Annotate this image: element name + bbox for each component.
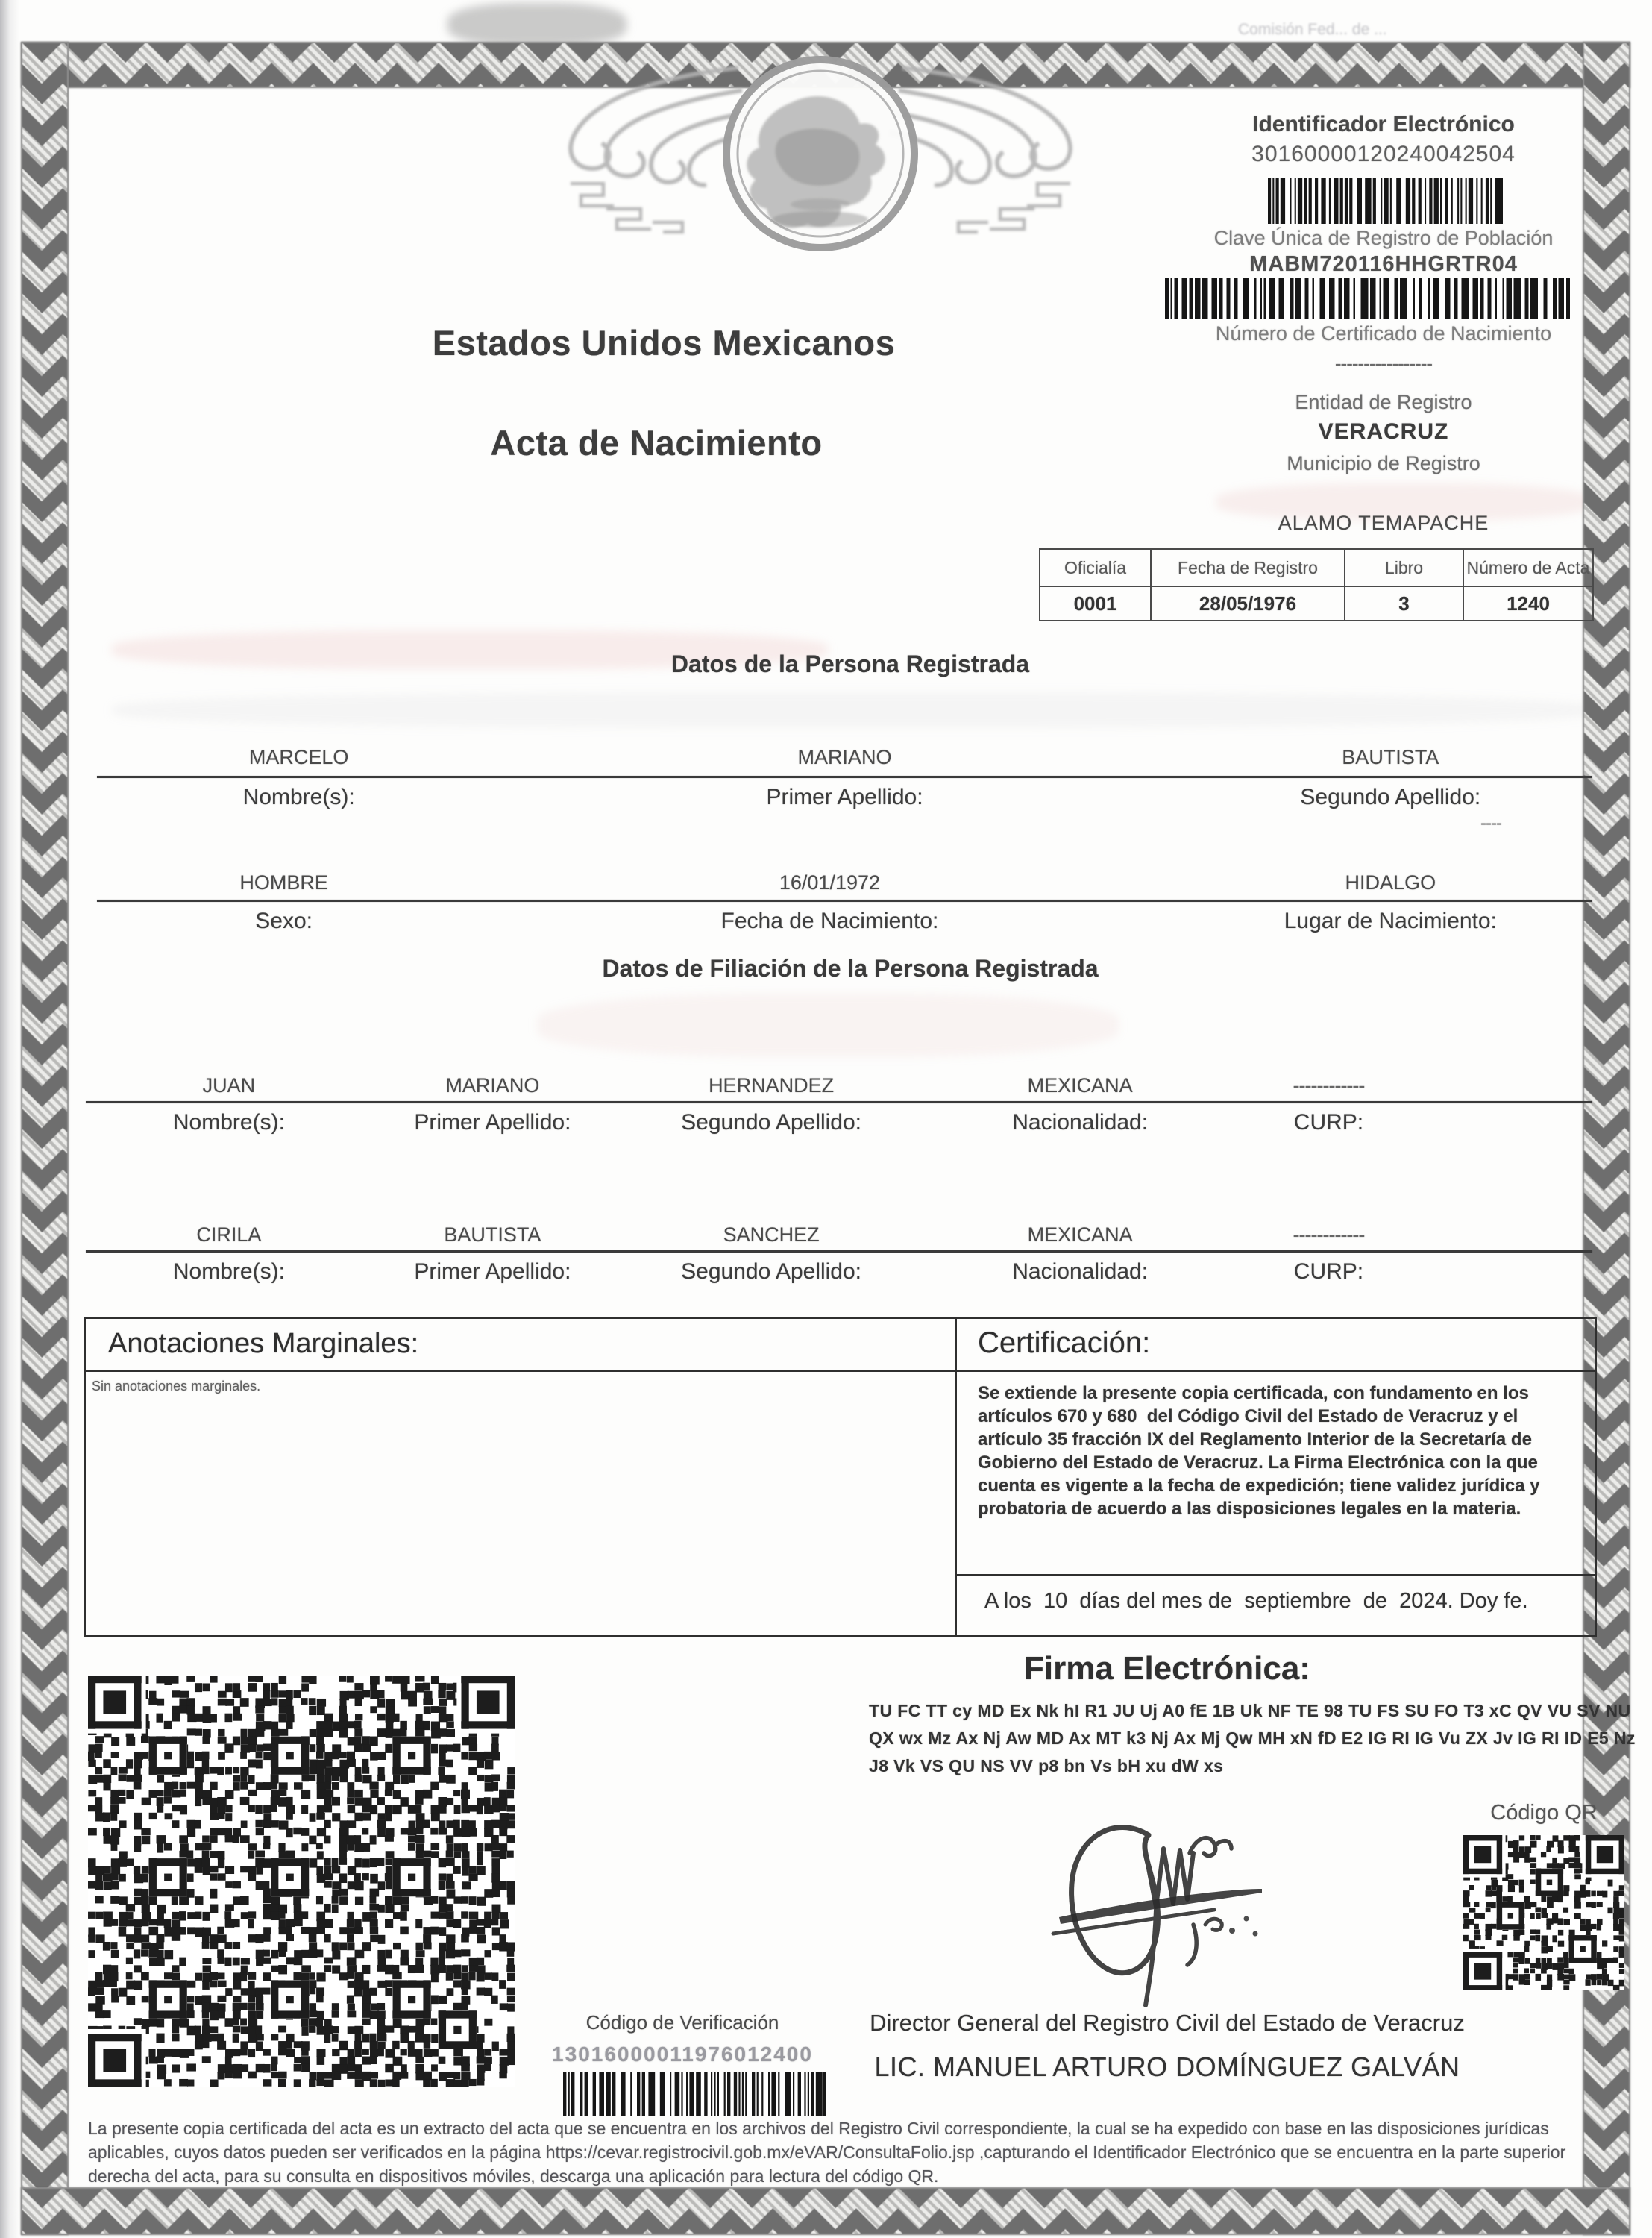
box-vertical-divider [955,1319,957,1635]
label-curp: CURP: [1293,1110,1364,1135]
father-given-name: JUAN [202,1074,256,1097]
birth-certificate-number-value: ----------------- [1334,352,1433,374]
electronic-id-value: 30160000120240042504 [1251,142,1516,166]
father-nationality: MEXICANA [1027,1074,1133,1097]
registry-value-fecha: 28/05/1976 [1151,586,1345,621]
verification-code-label: Código de Verificación [585,2011,779,2034]
label-primer-apellido: Primer Apellido: [766,785,923,809]
qr-code-small [1463,1835,1624,1990]
person-row1-values [97,746,1592,769]
label-primer-apellido: Primer Apellido: [414,1110,571,1135]
registry-col-acta: Número de Acta [1463,549,1593,586]
border-frame-left [21,42,69,2235]
qr-code-large [88,1676,515,2087]
person-birth-place: HIDALGO [1345,871,1436,894]
signature-hash-line-2: QX wx Mz Ax Nj Aw MD Ax MT k3 Nj Ax Mj Qw MH xN fD E2 IG RI IG Vu ZX Jv IG RI ID E5 Nz [869,1728,1636,1748]
father-second-surname: HERNANDEZ [709,1074,835,1097]
person-row2-values [97,871,1592,894]
annotations-header-rule [86,1370,955,1372]
document-title: Acta de Nacimiento [490,423,823,463]
border-frame-bottom [21,2187,1630,2235]
label-fecha-nacimiento: Fecha de Nacimiento: [720,909,939,933]
scan-smudge [537,994,1119,1057]
person-second-surname: BAUTISTA [1342,746,1439,768]
filiation-section-title: Datos de Filiación de la Persona Registrada [602,955,1099,982]
father-labels [86,1110,1592,1135]
scan-left-edge-shadow [0,0,19,2238]
curp-label: Clave Única de Registro de Población [1213,227,1554,249]
label-nacionalidad: Nacionalidad: [1012,1259,1149,1284]
verification-barcode [563,2072,826,2116]
entity-value: VERACRUZ [1318,419,1449,444]
registry-col-oficialia: Oficialía [1040,549,1151,586]
electronic-signature-title: Firma Electrónica: [1024,1650,1310,1687]
father-first-surname: MARIANO [445,1074,540,1097]
person-first-surname: MARIANO [797,746,892,768]
person-section-title: Datos de la Persona Registrada [670,651,1030,677]
official-role: Director General del Registro Civil del Estado de Veracruz [870,2010,1465,2036]
label-curp: CURP: [1293,1259,1364,1284]
curp-barcode [1165,278,1570,319]
country-title: Estados Unidos Mexicanos [432,323,896,363]
annotations-title: Anotaciones Marginales: [108,1328,419,1359]
signature-hash-line-3: J8 Vk VS QU NS VV p8 bn Vs bH xu dW xs [869,1756,1224,1775]
person-sex: HOMBRE [239,871,328,894]
registry-col-libro: Libro [1345,549,1463,586]
mother-labels [86,1259,1592,1285]
certification-body: Se extiende la presente copia certificada, con fundamento en los artículos 670 y 680 del Código Civil del Estado de Veracruz y el artículo 35 fracción IX del Reglamento Interior de la Secretaría de Gobierno del Estado de Veracruz. La Firma Electrónica con la que cuenta es vigente a la fecha de expedición; tiene validez jurídica y probatoria de acuerdo a las disposiciones legales en la materia. [978,1383,1545,1519]
registry-value-libro: 3 [1345,586,1463,621]
rule [86,1250,1592,1253]
person-given-name: MARCELO [248,746,349,768]
certification-title: Certificación: [978,1326,1151,1359]
label-nombres: Nombre(s): [242,785,355,809]
national-emblem [518,49,1122,273]
person-row2-labels [97,909,1592,934]
scan-faint-header-text: Comisión Fed... de ... [1238,21,1387,38]
director-signature [1037,1805,1290,2018]
registry-value-acta: 1240 [1463,586,1593,621]
father-values [86,1074,1592,1097]
electronic-id-barcode [1268,178,1503,224]
spacer [1427,1074,1592,1097]
mother-values [86,1223,1592,1247]
municipality-value: ALAMO TEMAPACHE [1278,512,1489,534]
label-sexo: Sexo: [255,909,313,933]
spacer [1427,1110,1592,1135]
annotations-certification-box [84,1317,1597,1637]
footer-line-2: aplicables, cuyos datos pueden ser verificados en la página https://cevar.registrocivil.gob.mx/eVAR/ConsultaFolio.jsp ,capturando el Identificador Electrónico que se encuentra en la parte superior [88,2143,1566,2162]
rule [97,900,1592,902]
mother-second-surname: SANCHEZ [723,1223,820,1246]
registry-col-fecha: Fecha de Registro [1151,549,1345,586]
certification-header-rule [957,1370,1595,1372]
certification-footer-rule [957,1574,1595,1576]
mother-first-surname: BAUTISTA [444,1223,541,1246]
municipality-label: Municipio de Registro [1287,452,1480,474]
label-nombres: Nombre(s): [172,1259,285,1284]
label-nacionalidad: Nacionalidad: [1012,1110,1149,1135]
certification-date-line: A los 10 días del mes de septiembre de 2024. Doy fe. [984,1589,1528,1613]
scan-smudge [447,3,626,46]
rule [97,776,1592,778]
registry-value-oficialia: 0001 [1040,586,1151,621]
footer-line-1: La presente copia certificada del acta es un extracto del acta que se encuentra en los archivos del Registro Civil correspondiente, la cual se ha expedido con base en las disposiciones jurídicas [88,2119,1549,2138]
footer-line-3: derecha del acta, para su consulta en dispositivos móviles, descarga una aplicación para lectura del código QR. [88,2166,939,2186]
person-birth-date: 16/01/1972 [779,871,881,894]
spacer [1427,1223,1592,1247]
stray-dash: ---- [1480,813,1501,833]
mother-given-name: CIRILA [196,1223,262,1246]
scan-smudge [112,692,1596,728]
annotations-content: Sin anotaciones marginales. [92,1379,261,1394]
label-segundo-apellido: Segundo Apellido: [1300,785,1481,809]
verification-code-value: 13016000011976012400 [552,2043,813,2066]
spacer [1427,1259,1592,1285]
qr-code-label: Código QR [1490,1801,1598,1825]
registry-table [1039,548,1594,621]
entity-label: Entidad de Registro [1295,391,1472,413]
label-primer-apellido: Primer Apellido: [414,1259,571,1284]
person-row1-labels [97,785,1592,810]
father-curp: ------------ [1293,1074,1365,1097]
label-segundo-apellido: Segundo Apellido: [681,1110,862,1135]
birth-certificate-number-label: Número de Certificado de Nacimiento [1215,322,1552,345]
electronic-id-label: Identificador Electrónico [1252,112,1515,137]
signature-hash-line-1: TU FC TT cy MD Ex Nk hI R1 JU Uj A0 fE 1B Uk NF TE 98 TU FS SU FO T3 xC QV VU SV NU [869,1701,1631,1720]
rule [86,1101,1592,1103]
label-lugar-nacimiento: Lugar de Nacimiento: [1284,909,1497,933]
curp-value: MABM720116HHGRTR04 [1249,252,1518,276]
official-name: LIC. MANUEL ARTURO DOMÍNGUEZ GALVÁN [874,2052,1460,2082]
mother-nationality: MEXICANA [1027,1223,1133,1246]
mother-curp: ------------ [1293,1223,1365,1246]
label-segundo-apellido: Segundo Apellido: [681,1259,862,1284]
label-nombres: Nombre(s): [172,1110,285,1135]
